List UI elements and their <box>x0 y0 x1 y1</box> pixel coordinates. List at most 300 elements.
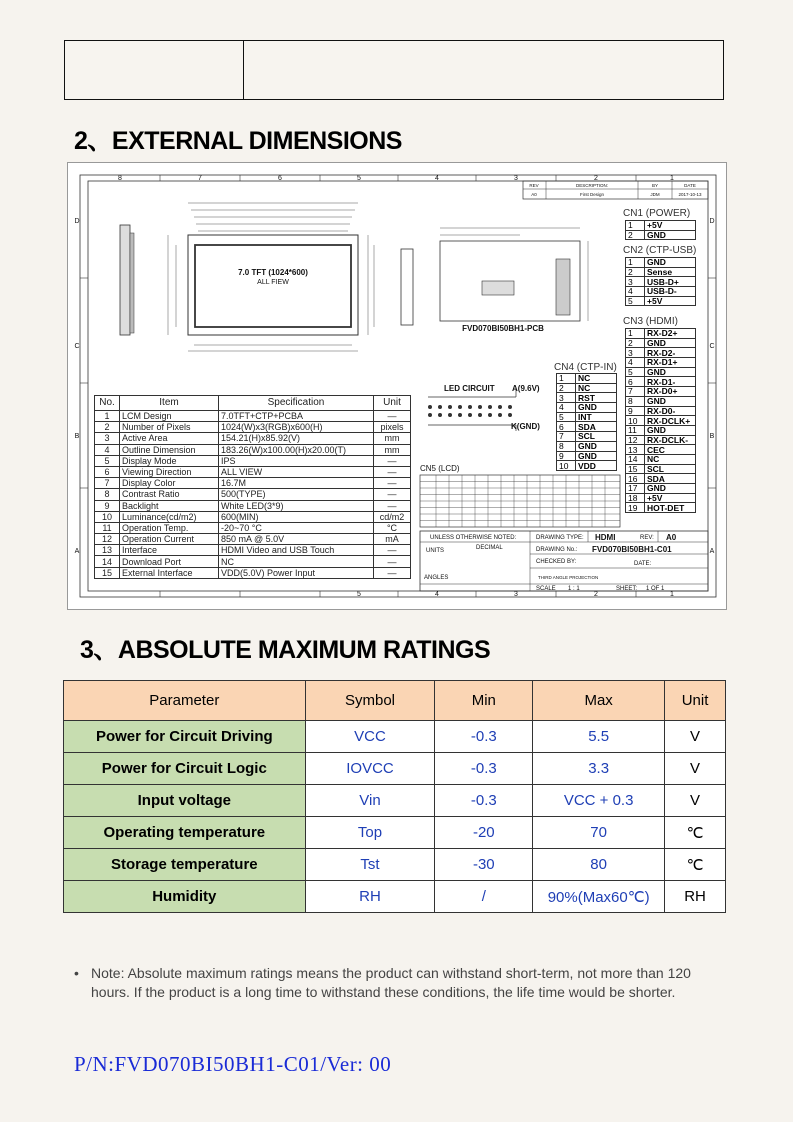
grid-column-number: 2 <box>594 175 598 182</box>
grid-column-number: 8 <box>118 175 122 182</box>
spec-cell: 10 <box>95 511 120 522</box>
pin-row <box>626 503 696 513</box>
pin-row <box>557 403 617 413</box>
spec-row <box>95 511 411 522</box>
ratings-min-cell: / <box>435 881 533 913</box>
pin-number: 19 <box>626 503 645 513</box>
ratings-max-cell: 5.5 <box>533 721 665 753</box>
pin-signal: NC <box>645 454 696 464</box>
part-number: P/N:FVD070BI50BH1-C01/Ver: 00 <box>74 1052 392 1076</box>
grid-row-letter: B <box>74 433 80 440</box>
pin-row <box>626 258 696 268</box>
spec-cell: Display Color <box>120 478 219 489</box>
spec-cell: VDD(5.0V) Power Input <box>219 567 374 578</box>
spec-cell: — <box>374 478 411 489</box>
pin-signal: GND <box>576 403 617 413</box>
spec-cell: — <box>374 567 411 578</box>
rev-cell: First Design <box>579 192 605 197</box>
pin-number: 2 <box>626 230 645 240</box>
ratings-param-cell: Operating temperature <box>64 817 306 849</box>
decimal-label: DECIMAL <box>476 545 503 551</box>
spec-cell: Number of Pixels <box>120 422 219 433</box>
grid-column-number: 3 <box>514 175 518 182</box>
spec-row <box>95 522 411 533</box>
pin-number: 4 <box>557 403 576 413</box>
spec-row <box>95 545 411 556</box>
spec-cell: °C <box>374 522 411 533</box>
pin-number: 13 <box>626 445 645 455</box>
pin-number: 18 <box>626 493 645 503</box>
pin-row <box>557 461 617 471</box>
pin-row <box>626 445 696 455</box>
grid-column-number: 4 <box>435 591 439 598</box>
spec-cell: NC <box>219 556 374 567</box>
pin-number: 11 <box>626 425 645 435</box>
cn1-title: CN1 (POWER) <box>623 208 691 219</box>
pin-row <box>557 441 617 451</box>
grid-row-letter: A <box>709 548 715 555</box>
grid-column-number: 3 <box>514 591 518 598</box>
spec-cell: mm <box>374 444 411 455</box>
rev-header-cell: BY <box>651 183 659 188</box>
pin-signal: HOT-DET <box>645 503 696 513</box>
spec-cell: 2 <box>95 422 120 433</box>
pin-signal: GND <box>645 484 696 494</box>
spec-cell: — <box>374 500 411 511</box>
pin-row <box>626 367 696 377</box>
spec-cell: Luminance(cd/m2) <box>120 511 219 522</box>
spec-cell: 6 <box>95 466 120 477</box>
ratings-row <box>64 785 726 817</box>
spec-cell: White LED(3*9) <box>219 500 374 511</box>
grid-column-number: 5 <box>357 175 361 182</box>
pin-signal: NC <box>576 383 617 393</box>
date-label: DATE: <box>634 561 652 567</box>
pin-signal: SCL <box>576 432 617 442</box>
pin-signal: CEC <box>645 445 696 455</box>
spec-row <box>95 556 411 567</box>
pin-row <box>626 396 696 406</box>
cn4-pin-table <box>556 373 617 471</box>
ratings-max-cell: VCC + 0.3 <box>533 785 665 817</box>
spec-cell: Display Mode <box>120 455 219 466</box>
spec-cell: LCM Design <box>120 411 219 422</box>
ratings-row <box>64 849 726 881</box>
spec-cell: — <box>374 466 411 477</box>
pin-signal: RX-D0+ <box>645 387 696 397</box>
grid-row-letter: C <box>74 343 80 350</box>
pin-row <box>626 484 696 494</box>
ratings-header-cell: Parameter <box>64 681 306 721</box>
pin-row <box>626 464 696 474</box>
pin-number: 9 <box>626 406 645 416</box>
rev-cell: A0 <box>531 192 537 197</box>
pin-signal: INT <box>576 412 617 422</box>
pin-number: 14 <box>626 454 645 464</box>
spec-cell: ALL VIEW <box>219 466 374 477</box>
grid-column-number: 4 <box>435 175 439 182</box>
spec-cell: Viewing Direction <box>120 466 219 477</box>
ratings-table <box>63 680 726 913</box>
spec-cell: 1024(W)x3(RGB)x600(H) <box>219 422 374 433</box>
note-text: Note: Absolute maximum ratings means the product can withstand short-term, not more than 120 hours. If the product is a long time to withstand these conditions, the life time would be shorter. <box>91 965 691 1000</box>
cn5-label: CN5 (LCD) <box>420 464 460 473</box>
pin-row <box>626 425 696 435</box>
pin-signal: GND <box>645 230 696 240</box>
pin-signal: SDA <box>576 422 617 432</box>
pin-row <box>626 416 696 426</box>
ratings-row <box>64 817 726 849</box>
spec-cell: mm <box>374 433 411 444</box>
pin-signal: USB-D+ <box>645 277 696 287</box>
ratings-min-cell: -30 <box>435 849 533 881</box>
spec-cell: 3 <box>95 433 120 444</box>
pin-number: 1 <box>626 221 645 231</box>
cn2-title: CN2 (CTP-USB) <box>623 245 697 256</box>
ratings-header-cell: Min <box>435 681 533 721</box>
spec-header-cell: No. <box>95 396 120 411</box>
grid-column-number: 6 <box>278 175 282 182</box>
ratings-header-cell: Max <box>533 681 665 721</box>
pin-row <box>557 412 617 422</box>
cn1-pin-table <box>625 220 696 240</box>
ratings-unit-cell: V <box>665 721 726 753</box>
ratings-symbol-cell: Vin <box>305 785 435 817</box>
spec-cell: — <box>374 489 411 500</box>
ratings-row <box>64 721 726 753</box>
ratings-symbol-cell: IOVCC <box>305 753 435 785</box>
spec-cell: 12 <box>95 534 120 545</box>
spec-cell: 13 <box>95 545 120 556</box>
pin-row <box>557 383 617 393</box>
sheet-value: 1 OF 1 <box>646 586 665 592</box>
spec-row <box>95 433 411 444</box>
ratings-min-cell: -0.3 <box>435 785 533 817</box>
spec-table <box>94 395 411 579</box>
pin-signal: RX-D1- <box>645 377 696 387</box>
note <box>74 964 714 1002</box>
spec-row <box>95 500 411 511</box>
pin-signal: RX-D2+ <box>645 329 696 339</box>
grid-column-number: 2 <box>594 591 598 598</box>
spec-cell: mA <box>374 534 411 545</box>
pin-number: 8 <box>557 441 576 451</box>
pin-number: 2 <box>626 338 645 348</box>
rev-header-cell: DATE <box>684 183 696 188</box>
pin-number: 4 <box>626 287 645 297</box>
pin-number: 5 <box>626 367 645 377</box>
spec-cell: HDMI Video and USB Touch <box>219 545 374 556</box>
ratings-param-cell: Storage temperature <box>64 849 306 881</box>
rev-cell: 2017-10-13 <box>678 192 702 197</box>
spec-row <box>95 466 411 477</box>
spec-cell: 8 <box>95 489 120 500</box>
spec-cell: Contrast Ratio <box>120 489 219 500</box>
ratings-param-cell: Power for Circuit Logic <box>64 753 306 785</box>
spec-cell: 500(TYPE) <box>219 489 374 500</box>
spec-header-cell: Specification <box>219 396 374 411</box>
pin-row <box>626 221 696 231</box>
pin-number: 15 <box>626 464 645 474</box>
pin-signal: GND <box>645 258 696 268</box>
spec-cell: Operation Current <box>120 534 219 545</box>
ratings-max-cell: 90%(Max60℃) <box>533 881 665 913</box>
pin-row <box>626 493 696 503</box>
pin-number: 1 <box>626 258 645 268</box>
pin-row <box>626 296 696 306</box>
pin-signal: GND <box>576 451 617 461</box>
spec-cell: -20~70 °C <box>219 522 374 533</box>
spec-cell: Interface <box>120 545 219 556</box>
pin-number: 12 <box>626 435 645 445</box>
pin-signal: VDD <box>576 461 617 471</box>
spec-cell: 600(MIN) <box>219 511 374 522</box>
spec-cell: — <box>374 545 411 556</box>
scale-label: SCALE <box>536 586 556 592</box>
spec-cell: Download Port <box>120 556 219 567</box>
grid-row-letter: D <box>709 218 715 225</box>
ratings-row <box>64 881 726 913</box>
spec-cell: 14 <box>95 556 120 567</box>
spec-row <box>95 489 411 500</box>
spec-cell: 11 <box>95 522 120 533</box>
checked-by: CHECKED BY: <box>536 559 577 565</box>
spec-cell: cd/m2 <box>374 511 411 522</box>
pin-number: 9 <box>557 451 576 461</box>
spec-row <box>95 455 411 466</box>
pin-signal: RX-DCLK- <box>645 435 696 445</box>
sheet-label: SHEET: <box>616 586 638 592</box>
pin-row <box>557 374 617 384</box>
ratings-unit-cell: ℃ <box>665 817 726 849</box>
pin-row <box>626 387 696 397</box>
section-title-absolute-maximum-ratings: 3、ABSOLUTE MAXIMUM RATINGS <box>80 636 491 664</box>
spec-cell: 1 <box>95 411 120 422</box>
panel-subtitle: ALL FIEW <box>257 279 289 286</box>
grid-row-letter: A <box>74 548 80 555</box>
ratings-unit-cell: ℃ <box>665 849 726 881</box>
pin-row <box>626 406 696 416</box>
pin-number: 2 <box>626 267 645 277</box>
spec-cell: Backlight <box>120 500 219 511</box>
spec-row <box>95 422 411 433</box>
ratings-max-cell: 80 <box>533 849 665 881</box>
cn4-title: CN4 (CTP-IN) <box>554 362 617 373</box>
spec-row <box>95 411 411 422</box>
ratings-param-cell: Input voltage <box>64 785 306 817</box>
pin-signal: +5V <box>645 296 696 306</box>
pin-signal: GND <box>645 367 696 377</box>
pin-signal: GND <box>645 425 696 435</box>
pin-signal: SDA <box>645 474 696 484</box>
spec-cell: — <box>374 411 411 422</box>
pin-number: 5 <box>626 296 645 306</box>
spec-row <box>95 444 411 455</box>
pin-signal: +5V <box>645 221 696 231</box>
pin-row <box>626 338 696 348</box>
spec-header-row <box>95 396 411 411</box>
ratings-header-cell: Unit <box>665 681 726 721</box>
spec-cell: 16.7M <box>219 478 374 489</box>
pin-row <box>626 287 696 297</box>
pin-signal: RX-DCLK+ <box>645 416 696 426</box>
pin-row <box>557 451 617 461</box>
pin-row <box>557 393 617 403</box>
header-box <box>64 40 724 100</box>
ratings-header-row <box>64 681 726 721</box>
pin-number: 1 <box>626 329 645 339</box>
rev-label: REV: <box>640 535 654 541</box>
led-anode: A(9.6V) <box>512 384 540 393</box>
ratings-min-cell: -20 <box>435 817 533 849</box>
pin-row <box>626 358 696 368</box>
angles-label: ANGLES <box>424 575 449 581</box>
drawing-no-label: DRAWING No.: <box>536 547 578 553</box>
ratings-max-cell: 70 <box>533 817 665 849</box>
projection-label: THIRD ANGLE PROJECTION <box>538 575 599 580</box>
spec-cell: 154.21(H)x85.92(V) <box>219 433 374 444</box>
pin-number: 8 <box>626 396 645 406</box>
pcb-label: FVD070BI50BH1-PCB <box>462 324 544 333</box>
pin-signal: RX-D0- <box>645 406 696 416</box>
pin-number: 1 <box>557 374 576 384</box>
spec-cell: Operation Temp. <box>120 522 219 533</box>
cn2-pin-table <box>625 257 696 306</box>
note-bullet: • <box>74 965 79 981</box>
pin-row <box>557 432 617 442</box>
pin-signal: GND <box>645 338 696 348</box>
pin-row <box>626 348 696 358</box>
spec-cell: External Interface <box>120 567 219 578</box>
pin-row <box>626 474 696 484</box>
led-label: LED CIRCUIT <box>444 384 495 393</box>
ratings-row <box>64 753 726 785</box>
ratings-param-cell: Power for Circuit Driving <box>64 721 306 753</box>
pin-number: 16 <box>626 474 645 484</box>
scale-value: 1 : 1 <box>568 586 580 592</box>
pin-row <box>626 454 696 464</box>
drawing-type-label: DRAWING TYPE: <box>536 535 584 541</box>
led-cathode: K(GND) <box>511 422 540 431</box>
pin-signal: RST <box>576 393 617 403</box>
pin-row <box>626 435 696 445</box>
ratings-symbol-cell: Tst <box>305 849 435 881</box>
units-label: UNITS <box>426 548 444 554</box>
spec-row <box>95 534 411 545</box>
spec-cell: Active Area <box>120 433 219 444</box>
pin-signal: SCL <box>645 464 696 474</box>
pin-number: 7 <box>626 387 645 397</box>
spec-cell: 9 <box>95 500 120 511</box>
pin-number: 10 <box>557 461 576 471</box>
ratings-min-cell: -0.3 <box>435 753 533 785</box>
spec-cell: — <box>374 556 411 567</box>
grid-column-number: 5 <box>357 591 361 598</box>
ratings-unit-cell: V <box>665 785 726 817</box>
pin-number: 3 <box>557 393 576 403</box>
spec-cell: 4 <box>95 444 120 455</box>
ratings-symbol-cell: RH <box>305 881 435 913</box>
ratings-min-cell: -0.3 <box>435 721 533 753</box>
drawing-type: HDMI <box>595 533 616 542</box>
pin-row <box>626 329 696 339</box>
rev-cell: JDM <box>650 192 660 197</box>
pin-signal: NC <box>576 374 617 384</box>
pin-number: 6 <box>557 422 576 432</box>
pin-signal: USB-D- <box>645 287 696 297</box>
ratings-max-cell: 3.3 <box>533 753 665 785</box>
pin-row <box>626 277 696 287</box>
pin-signal: GND <box>576 441 617 451</box>
ratings-unit-cell: V <box>665 753 726 785</box>
pin-number: 7 <box>557 432 576 442</box>
spec-cell: — <box>374 455 411 466</box>
spec-cell: 7.0TFT+CTP+PCBA <box>219 411 374 422</box>
section-title-external-dimensions: 2、EXTERNAL DIMENSIONS <box>74 127 402 155</box>
spec-row <box>95 567 411 578</box>
cn3-title: CN3 (HDMI) <box>623 316 678 327</box>
pin-number: 10 <box>626 416 645 426</box>
pin-signal: RX-D2- <box>645 348 696 358</box>
pin-number: 3 <box>626 348 645 358</box>
spec-cell: Outline Dimension <box>120 444 219 455</box>
panel-title: 7.0 TFT (1024*600) <box>238 268 308 277</box>
ratings-header-cell: Symbol <box>305 681 435 721</box>
ratings-unit-cell: RH <box>665 881 726 913</box>
unless-noted: UNLESS OTHERWISE NOTED: <box>430 535 517 541</box>
pin-number: 2 <box>557 383 576 393</box>
pin-signal: +5V <box>645 493 696 503</box>
pin-number: 17 <box>626 484 645 494</box>
spec-header-cell: Unit <box>374 396 411 411</box>
pin-row <box>557 422 617 432</box>
pin-row <box>626 230 696 240</box>
grid-row-letter: C <box>709 343 715 350</box>
spec-cell: 15 <box>95 567 120 578</box>
spec-cell: 850 mA @ 5.0V <box>219 534 374 545</box>
pin-signal: Sense <box>645 267 696 277</box>
spec-cell: 7 <box>95 478 120 489</box>
pin-number: 4 <box>626 358 645 368</box>
spec-cell: 183.26(W)x100.00(H)x20.00(T) <box>219 444 374 455</box>
pin-number: 3 <box>626 277 645 287</box>
pin-number: 6 <box>626 377 645 387</box>
grid-column-number: 7 <box>198 175 202 182</box>
grid-row-letter: D <box>74 218 80 225</box>
spec-cell: pixels <box>374 422 411 433</box>
drawing-no: FVD070BI50BH1-C01 <box>592 545 672 554</box>
spec-cell: 5 <box>95 455 120 466</box>
grid-row-letter: B <box>709 433 715 440</box>
ratings-symbol-cell: VCC <box>305 721 435 753</box>
dimension-drawing <box>67 162 727 610</box>
spec-cell: IPS <box>219 455 374 466</box>
pin-row <box>626 377 696 387</box>
pin-number: 5 <box>557 412 576 422</box>
pin-signal: GND <box>645 396 696 406</box>
pin-signal: RX-D1+ <box>645 358 696 368</box>
spec-row <box>95 478 411 489</box>
grid-column-number: 1 <box>670 175 674 182</box>
ratings-param-cell: Humidity <box>64 881 306 913</box>
grid-column-number: 1 <box>670 591 674 598</box>
rev-header-cell: REV <box>529 183 539 188</box>
header-box-divider <box>243 41 244 99</box>
spec-header-cell: Item <box>120 396 219 411</box>
rev-header-cell: DESCRIPTION: <box>575 183 609 188</box>
cn3-pin-table <box>625 328 696 513</box>
pin-row <box>626 267 696 277</box>
